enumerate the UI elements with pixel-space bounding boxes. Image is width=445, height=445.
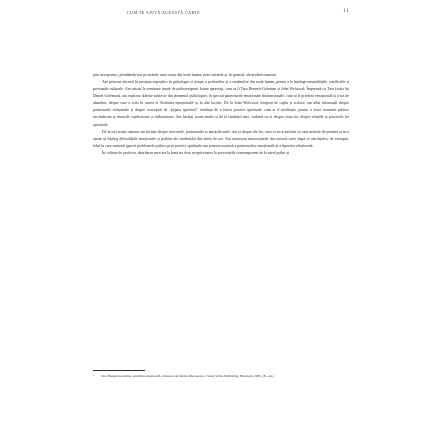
footnote-marker: ¹: [93, 374, 94, 378]
paragraph-4: În calitate de profesor, abordarea mea are la bază nu doar receptivitatea la provocările contemporane de la nivel psihic și: [102, 150, 290, 155]
paragraph-1: prin aeroporturi, plimbându-mă pe străzile unor orașe din toată lumea, prin cafenele și, în general, observând oamenii.: [93, 73, 277, 77]
body-text: [93, 72, 349, 157]
footnote: [93, 374, 349, 379]
paragraph-3: De la toți acești oameni am învățat despre nevrozele, patternurile și emoțiile mele, dar și despre ale lor, ceea ce m-a motivat să caut metode de predare și m-a ajutat să înțeleg dificultățile emoționale și psihice ale studenților din zilele de azi. Am structurat instrucțiunile din această carte după ce am înțeles, de exemplu, felul în care oamenii ignoră problemele psihice prin practici spirituale sau puterea ascunsă a patternurilor emoționale și a tiparelor relaționale.: [93, 129, 349, 148]
footnote-divider: [93, 370, 145, 371]
paragraph-2: Am petrecut decenii în preajma experților în psihologie și științe, a prietenilor și a studenților din toată lumea, pentru a le înțelege mentalitățile, conflictele și presiunile culturale. Am asistat la seminare ținute de psihoterapeuți foarte apreciați, cum ar fi Tara Bennett-Goleman și John Welwood. Împreună cu Tara (soția lui Daniel Goleman), am explorat diferite subiecte din domeniul psihologiei, în special patternurile emoționale disfuncționale, cum ar fi privarea emoțională și frica de abandon, despre care a scris în cartea ei Alchimia emoțională¹ și în alte lucrări. De la John Welwood, terapeut de cuplu și scriitor, am aflat informații despre patternurile relaționale și despre conceptul de „bypass spiritual”, tendința de a folosi practici spirituale, cum ar fi meditația, pentru a evita traumele psihice nevindecate și emoțiile copleșitoare și tulburătoare. Am învățat foarte multe și de la studenții mei, vorbind cu ei despre viața lor, despre relațiile și practicile lor spirituale.: [93, 80, 349, 127]
page-number: 11: [343, 9, 349, 14]
footnote-text: Tara Bennett-Goleman, Alchimia emoțională, traducere de Sabina Diaconescu, Curtea Veche Publishing, București, 2005. (N. red.): [101, 374, 274, 378]
running-title: CUM TE AJUTĂ ACEASTĂ CARTE: [127, 10, 201, 15]
